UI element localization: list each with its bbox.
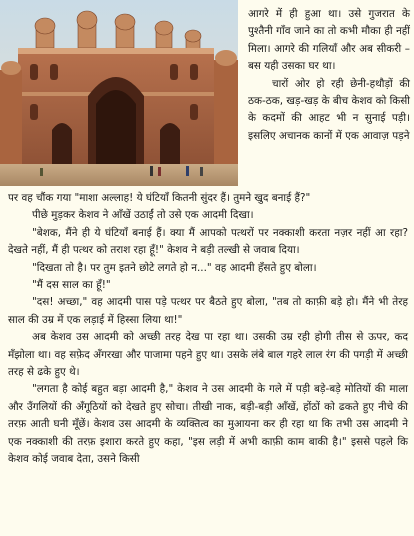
fort-illustration	[0, 0, 238, 186]
paragraph: "मैं दस साल का हूँ!"	[32, 279, 111, 292]
paragraph: पर वह चौंक गया "माशा अल्लाह! ये घंटियाँ कितनी सुंदर हैं। तुमने खुद बनाई हैं?"	[8, 192, 311, 204]
paragraph: पीछे मुड़कर केशव ने आँखें उठाईं तो उसे एक आदमी दिखा।	[32, 209, 254, 222]
paragraph-continued: आगरे में ही हुआ था। उसे गुजरात के पुश्तैनी गाँव जाने का तो कभी मौका ही नहीं मिला। आगरे की गलियाँ और अब सीकरी – बस यही उसका घर था।	[248, 8, 410, 73]
paragraph: "लगता है कोई बहुत बड़ा आदमी है," केशव ने उस आदमी के गले में पड़ी बड़े-बड़े मोतियों की माला और उँगलियों की अँगूठियों को देखते हुए सोचा। तीखी नाक, बड़ी-बड़ी आँखें, होंठों को ढकते हुए नीचे की तरफ़ आती घनी मूँछें। केशव उस आदमी के व्यक्तित्व का मुआयना कर ही रहा था कि तभी उस आदमी ने एक नक्काशी की तरफ़ इशारा करते हुए कहा, "इस लड़ी में अभी काफ़ी काम बाकी है।" इससे पहले कि केशव कोई जवाब देता, उसने किसी	[8, 383, 408, 466]
right-column-text	[248, 6, 410, 145]
paragraph: "दिखता तो है। पर तुम इतने छोटे लगते हो न..." वह आदमी हँसते हुए बोला।	[32, 261, 317, 274]
paragraph: "दस! अच्छा," वह आदमी पास पड़े पत्थर पर बैठते हुए बोला, "तब तो काफ़ी बड़े हो। मैंने भी तेरह साल की उम्र में एक लड़ाई में हिस्सा लिया था!"	[8, 296, 408, 326]
fort-gateway-photo	[0, 0, 238, 186]
paragraph: "बेशक, मैंने ही ये घंटियाँ बनाई हैं। क्या मैं आपको पत्थरों पर नक्काशी करता नज़र नहीं आ रहा? देखते नहीं, मैं ही पत्थर को तराश रहा हूँ!" केशव ने बड़ी तल्खी से जवाब दिया।	[8, 226, 408, 257]
full-width-text	[8, 190, 408, 469]
paragraph: अब केशव उस आदमी को अच्छी तरह देख पा रहा था। उसकी उम्र रही होगी तीस से ऊपर, कद मँझोला था। वह सफ़ेद अँगरखा और पाजामा पहने हुए था। उसके लंबे बाल गहरे लाल रंग की पगड़ी में अच्छी तरह से ढके हुए थे।	[8, 331, 408, 379]
paragraph: चारों ओर हो रही छेनी-हथौड़ों की ठक-ठक, खड़-खड़ के बीच केशव को किसी के कदमों की आहट भी न सुनाई पड़ी। इसलिए अचानक कानों में एक आवाज़ पड़ने	[248, 77, 410, 142]
